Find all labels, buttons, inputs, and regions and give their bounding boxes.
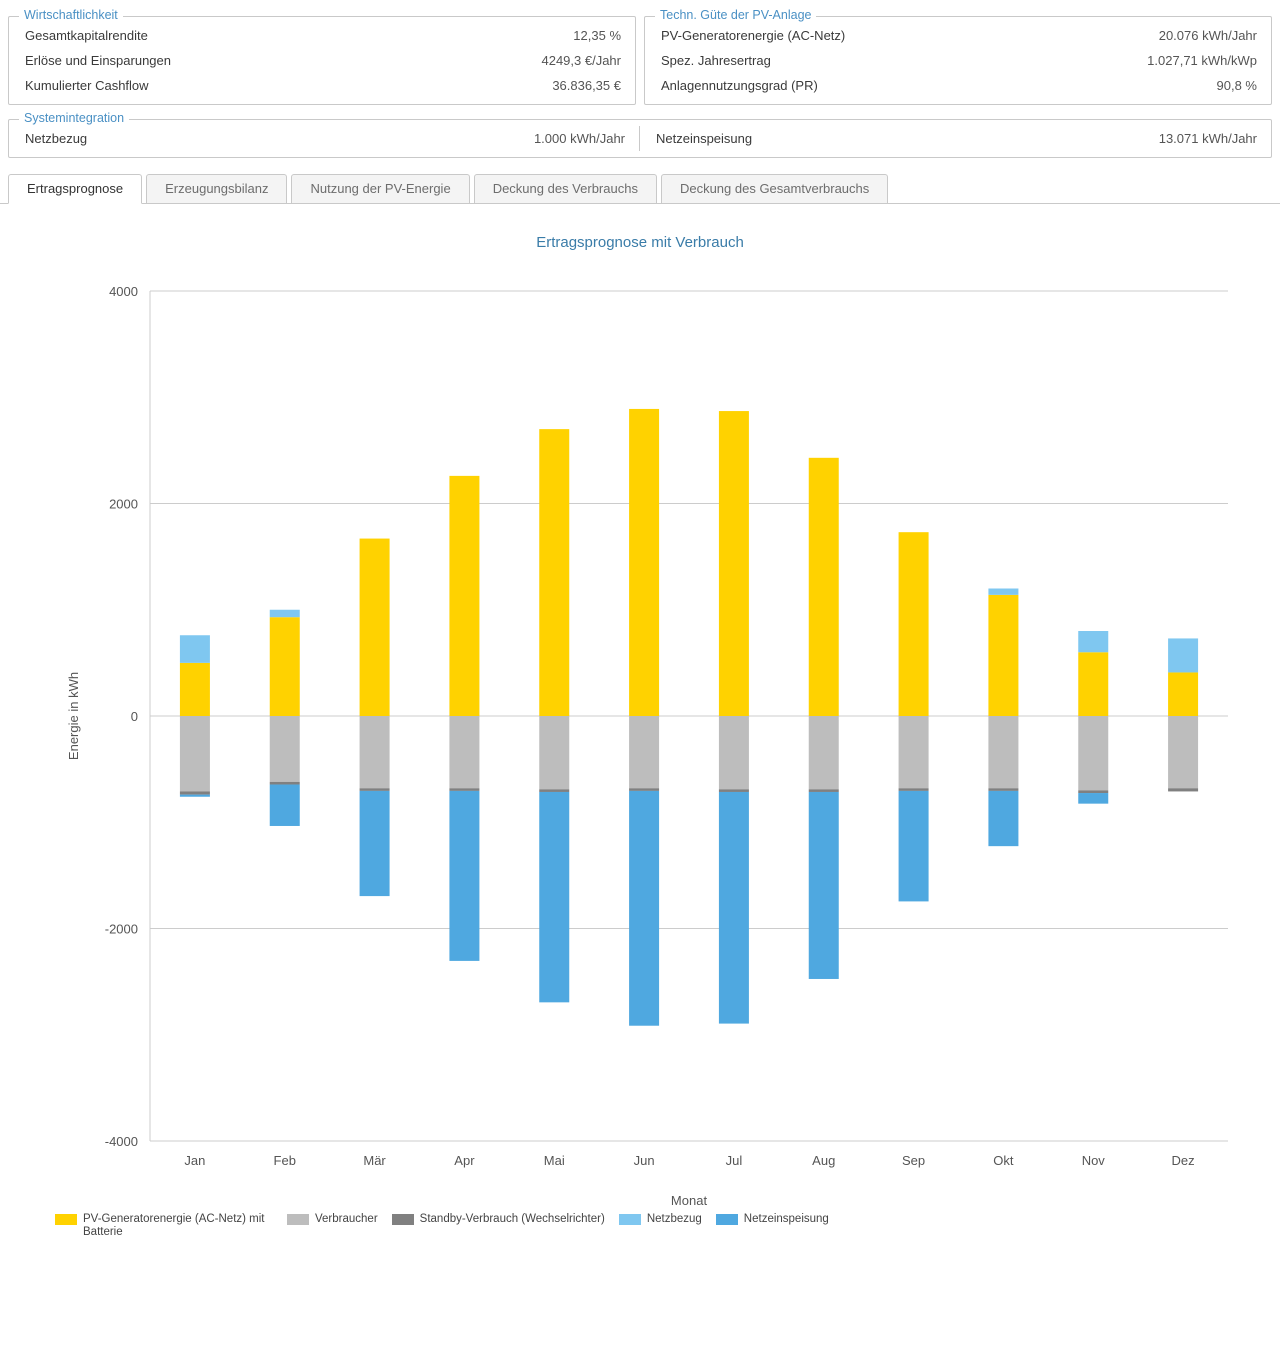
- svg-text:Okt: Okt: [993, 1153, 1014, 1168]
- legend-label: PV-Generatorenergie (AC-Netz) mit Batterie: [83, 1213, 265, 1238]
- summary-panels: [0, 0, 1280, 158]
- svg-text:Jun: Jun: [633, 1153, 655, 1168]
- svg-text:Sep: Sep: [902, 1153, 926, 1168]
- metric-label: Spez. Jahresertrag: [661, 53, 771, 68]
- legend-swatch: [55, 1214, 77, 1225]
- tab-erzeugungsbilanz[interactable]: Erzeugungsbilanz: [146, 174, 287, 203]
- svg-text:Energie in kWh: Energie in kWh: [66, 671, 81, 761]
- metric-row: [640, 126, 1271, 151]
- svg-text:Dez: Dez: [1171, 1153, 1195, 1168]
- legend-label: Verbraucher: [315, 1213, 378, 1225]
- metric-label: Gesamtkapitalrendite: [25, 28, 148, 43]
- legend-swatch: [716, 1214, 738, 1225]
- tab-deckung-des-gesamtverbrauchs[interactable]: Deckung des Gesamtverbrauchs: [661, 174, 888, 203]
- svg-text:Nov: Nov: [1081, 1153, 1105, 1168]
- legend-item: [287, 1213, 378, 1226]
- legend-swatch: [619, 1214, 641, 1225]
- legend-item: [392, 1213, 605, 1226]
- metric-value: 12,35 %: [573, 28, 621, 43]
- top-panel-row: [0, 10, 1280, 105]
- legend-label: Netzbezug: [646, 1213, 702, 1225]
- metric-value: 1.027,71 kWh/kWp: [1147, 53, 1257, 68]
- metric-row: [9, 126, 639, 151]
- metric-value: 13.071 kWh/Jahr: [1158, 131, 1257, 146]
- panel-title: Wirtschaftlichkeit: [19, 8, 123, 22]
- tab-nutzung-der-pv-energie[interactable]: Nutzung der PV-Energie: [291, 174, 469, 203]
- panel-title: Techn. Güte der PV-Anlage: [655, 8, 816, 22]
- svg-text:Aug: Aug: [812, 1153, 836, 1168]
- panel-systemintegration: [8, 111, 1272, 158]
- metric-label: PV-Generatorenergie (AC-Netz): [661, 28, 846, 43]
- chart-title: Ertragsprognose mit Verbrauch: [536, 234, 744, 251]
- tab-bar: [0, 174, 1280, 204]
- metric-value: 20.076 kWh/Jahr: [1158, 28, 1257, 43]
- systemintegration-left: [9, 126, 640, 151]
- svg-text:Mai: Mai: [543, 1153, 565, 1168]
- panel-title: Systemintegration: [19, 111, 129, 125]
- metric-label: Netzbezug: [25, 131, 88, 146]
- metric-value: 4249,3 €/Jahr: [541, 53, 621, 68]
- bottom-panel-row: [0, 105, 1280, 158]
- metric-value: 1.000 kWh/Jahr: [533, 131, 625, 146]
- metric-value: 36.836,35 €: [552, 78, 621, 93]
- metric-row: [645, 48, 1271, 73]
- legend-swatch: [392, 1214, 414, 1225]
- legend-label: Standby-Verbrauch (Wechselrichter): [419, 1213, 605, 1225]
- chart-area: [0, 251, 1280, 1261]
- legend-swatch: [287, 1214, 309, 1225]
- ertragsprognose-chart: [0, 251, 1280, 1261]
- tab-ertragsprognose[interactable]: Ertragsprognose: [8, 174, 142, 204]
- panel-techn-guete: [644, 8, 1272, 105]
- svg-text:-2000: -2000: [104, 921, 138, 937]
- tab-deckung-des-verbrauchs[interactable]: Deckung des Verbrauchs: [474, 174, 657, 203]
- svg-text:Mär: Mär: [363, 1153, 386, 1168]
- metric-label: Anlagennutzungsgrad (PR): [661, 78, 818, 93]
- svg-text:0: 0: [130, 709, 138, 724]
- legend-label: Netzeinspeisung: [743, 1213, 829, 1225]
- svg-text:Jan: Jan: [184, 1153, 206, 1168]
- metric-label: Erlöse und Einsparungen: [25, 53, 171, 68]
- legend-item: [619, 1213, 702, 1226]
- metric-label: Kumulierter Cashflow: [25, 78, 149, 93]
- metric-row: [9, 73, 635, 98]
- svg-text:Apr: Apr: [454, 1153, 475, 1168]
- metric-row: [645, 23, 1271, 48]
- chart-legend: [55, 1213, 843, 1239]
- metric-row: [9, 48, 635, 73]
- svg-text:2000: 2000: [109, 496, 138, 512]
- legend-item: [716, 1213, 829, 1226]
- metric-value: 90,8 %: [1216, 78, 1257, 93]
- metric-label: Netzeinspeisung: [656, 131, 753, 146]
- svg-text:Feb: Feb: [273, 1153, 296, 1168]
- systemintegration-right: [640, 126, 1271, 151]
- svg-text:-4000: -4000: [104, 1134, 138, 1149]
- svg-text:Jul: Jul: [725, 1153, 743, 1168]
- svg-text:Monat: Monat: [670, 1193, 708, 1208]
- svg-text:4000: 4000: [109, 284, 138, 299]
- panel-wirtschaftlichkeit: [8, 8, 636, 105]
- metric-row: [9, 23, 635, 48]
- metric-row: [645, 73, 1271, 98]
- legend-item: [55, 1213, 273, 1239]
